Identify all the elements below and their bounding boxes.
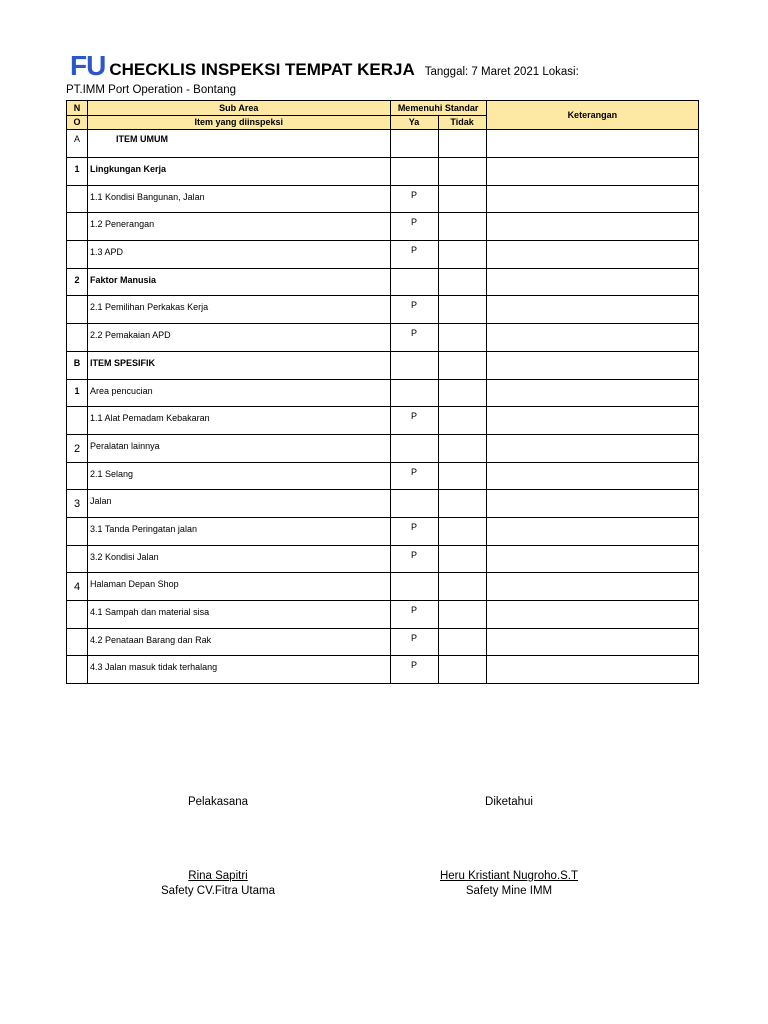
row-no: B — [67, 351, 88, 379]
row-no: 2 — [67, 434, 88, 462]
table-row — [67, 241, 699, 269]
row-keterangan — [486, 379, 698, 407]
row-item: 2.2 Pemakaian APD — [88, 324, 390, 352]
row-ya — [390, 158, 438, 186]
row-item: Halaman Depan Shop — [88, 573, 390, 601]
table-row — [67, 490, 699, 518]
row-ya: P — [390, 324, 438, 352]
row-keterangan — [486, 213, 698, 241]
row-item: 2.1 Pemilihan Perkakas Kerja — [88, 296, 390, 324]
row-item: ITEM SPESIFIK — [88, 351, 390, 379]
table-row — [67, 351, 699, 379]
table-row — [67, 656, 699, 684]
table-row — [67, 628, 699, 656]
row-tidak — [438, 462, 486, 490]
row-ya: P — [390, 462, 438, 490]
row-keterangan — [486, 628, 698, 656]
table-row — [67, 324, 699, 352]
date-location: Tanggal: 7 Maret 2021 Lokasi: — [424, 66, 579, 78]
row-ya: P — [390, 601, 438, 629]
document-header — [70, 50, 579, 86]
row-ya: P — [390, 407, 438, 435]
row-tidak — [438, 545, 486, 573]
row-item: 1.3 APD — [88, 241, 390, 269]
row-keterangan — [486, 185, 698, 213]
row-keterangan — [486, 407, 698, 435]
table-row — [67, 158, 699, 186]
table-row — [67, 545, 699, 573]
row-tidak — [438, 379, 486, 407]
signature-right-position: Safety Mine IMM — [465, 885, 553, 897]
row-ya: P — [390, 241, 438, 269]
row-no — [67, 628, 88, 656]
signature-right-role: Diketahui — [485, 796, 533, 808]
header-tidak: Tidak — [438, 115, 486, 130]
row-no — [67, 185, 88, 213]
row-item: 3.1 Tanda Peringatan jalan — [88, 517, 390, 545]
row-keterangan — [486, 268, 698, 296]
header-no-bottom: O — [67, 115, 88, 130]
row-ya — [390, 351, 438, 379]
row-ya — [390, 130, 438, 158]
header-item-inspeksi: Item yang diinspeksi — [88, 115, 390, 130]
row-no: 4 — [67, 573, 88, 601]
signature-left-position: Safety CV.Fitra Utama — [161, 885, 275, 897]
row-keterangan — [486, 241, 698, 269]
row-tidak — [438, 601, 486, 629]
header-no-top: N — [67, 101, 88, 116]
row-no — [67, 545, 88, 573]
document-title: CHECKLIS INSPEKSI TEMPAT KERJA — [109, 60, 415, 79]
row-tidak — [438, 241, 486, 269]
row-item: Area pencucian — [88, 379, 390, 407]
row-item: 1.2 Penerangan — [88, 213, 390, 241]
row-keterangan — [486, 351, 698, 379]
row-ya — [390, 268, 438, 296]
row-tidak — [438, 407, 486, 435]
table-row — [67, 296, 699, 324]
table-row — [67, 268, 699, 296]
row-ya: P — [390, 628, 438, 656]
header-keterangan: Keterangan — [486, 101, 698, 130]
table-row — [67, 407, 699, 435]
row-tidak — [438, 158, 486, 186]
row-tidak — [438, 324, 486, 352]
row-ya — [390, 379, 438, 407]
row-item: Lingkungan Kerja — [88, 158, 390, 186]
row-keterangan — [486, 324, 698, 352]
table-row — [67, 185, 699, 213]
company-logo: FU — [70, 50, 106, 81]
row-ya: P — [390, 213, 438, 241]
row-no — [67, 407, 88, 435]
row-item: 3.2 Kondisi Jalan — [88, 545, 390, 573]
row-no — [67, 517, 88, 545]
table-row — [67, 434, 699, 462]
header-memenuhi-standar: Memenuhi Standar — [390, 101, 486, 116]
row-no — [67, 324, 88, 352]
inspection-table — [66, 100, 699, 684]
table-row — [67, 517, 699, 545]
row-tidak — [438, 268, 486, 296]
row-ya — [390, 434, 438, 462]
row-item: 1.1 Kondisi Bangunan, Jalan — [88, 185, 390, 213]
row-item: 4.2 Penataan Barang dan Rak — [88, 628, 390, 656]
row-no — [67, 213, 88, 241]
row-no — [67, 656, 88, 684]
row-tidak — [438, 351, 486, 379]
row-tidak — [438, 213, 486, 241]
row-tidak — [438, 628, 486, 656]
row-no: 3 — [67, 490, 88, 518]
row-no: 1 — [67, 379, 88, 407]
row-ya: P — [390, 545, 438, 573]
row-item: 4.1 Sampah dan material sisa — [88, 601, 390, 629]
row-keterangan — [486, 462, 698, 490]
row-keterangan — [486, 601, 698, 629]
row-no: 1 — [67, 158, 88, 186]
row-ya — [390, 490, 438, 518]
row-ya: P — [390, 296, 438, 324]
row-tidak — [438, 573, 486, 601]
row-keterangan — [486, 517, 698, 545]
table-row — [67, 130, 699, 158]
row-keterangan — [486, 490, 698, 518]
row-no — [67, 296, 88, 324]
row-keterangan — [486, 296, 698, 324]
table-row — [67, 213, 699, 241]
company-name: PT.IMM Port Operation - Bontang — [66, 84, 237, 96]
row-tidak — [438, 296, 486, 324]
row-tidak — [438, 490, 486, 518]
row-no — [67, 601, 88, 629]
row-tidak — [438, 517, 486, 545]
row-tidak — [438, 434, 486, 462]
row-keterangan — [486, 656, 698, 684]
signature-left-name: Rina Sapitri — [188, 870, 248, 882]
row-no — [67, 462, 88, 490]
header-sub-area: Sub Area — [88, 101, 390, 116]
table-row — [67, 379, 699, 407]
row-item: Faktor Manusia — [88, 268, 390, 296]
row-keterangan — [486, 573, 698, 601]
row-tidak — [438, 185, 486, 213]
row-ya: P — [390, 656, 438, 684]
signature-right-name: Heru Kristiant Nugroho.S.T — [439, 870, 579, 882]
row-item: 1.1 Alat Pemadam Kebakaran — [88, 407, 390, 435]
row-no: 2 — [67, 268, 88, 296]
row-no: A — [67, 130, 88, 158]
row-item: Jalan — [88, 490, 390, 518]
row-item: 4.3 Jalan masuk tidak terhalang — [88, 656, 390, 684]
row-no — [67, 241, 88, 269]
row-keterangan — [486, 130, 698, 158]
row-keterangan — [486, 434, 698, 462]
row-ya: P — [390, 185, 438, 213]
header-ya: Ya — [390, 115, 438, 130]
row-item: ITEM UMUM — [88, 130, 390, 158]
row-item: 2.1 Selang — [88, 462, 390, 490]
row-ya — [390, 573, 438, 601]
row-tidak — [438, 656, 486, 684]
table-row — [67, 573, 699, 601]
row-tidak — [438, 130, 486, 158]
row-keterangan — [486, 158, 698, 186]
table-row — [67, 462, 699, 490]
signature-left-role: Pelakasana — [187, 796, 249, 808]
row-ya: P — [390, 517, 438, 545]
table-row — [67, 601, 699, 629]
row-keterangan — [486, 545, 698, 573]
row-item: Peralatan lainnya — [88, 434, 390, 462]
